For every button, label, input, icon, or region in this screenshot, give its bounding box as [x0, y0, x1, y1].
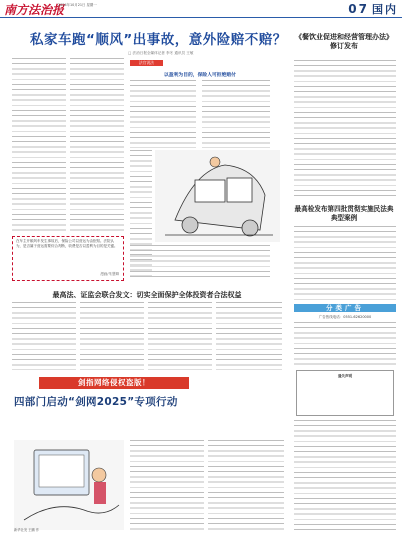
bottom-kicker: 剑指网络侵权盗版！	[39, 377, 189, 389]
classified-ad-banner: 分类广告	[294, 304, 396, 312]
page-tag	[348, 1, 398, 17]
bottom-headline-block	[14, 377, 284, 423]
ad-body	[294, 322, 396, 366]
mid-body-col-1	[12, 302, 76, 370]
bottom-caption: 新华社发 王鹏 作	[14, 528, 40, 532]
lead-deck: 以盈利为目的，保险人可拒绝赔付	[164, 73, 236, 78]
ad-phone: 广告热线电话：0551-62620000	[318, 315, 372, 319]
sidebar-headline-1: 《餐饮业促进和经营管理办法》修订发布	[295, 32, 393, 50]
section-name: 国内	[372, 3, 398, 16]
sidebar-body-1	[294, 60, 396, 200]
quote-text: 在车主开顺风车发生事故后，保险公司以营运为由拒赔。法院认为，是否属于营运需要综合判断，收费是否以盈利为目的是关键。	[16, 239, 118, 248]
lead-body-col-4	[202, 80, 270, 148]
ad-body-2	[294, 420, 396, 532]
lead-headline: 私家车跑“顺风”出事故，意外险赔不赔？	[30, 32, 287, 48]
mid-body-col-3	[148, 302, 212, 370]
masthead	[0, 0, 402, 18]
lead-body-col-3	[130, 80, 196, 148]
quote-credit: 漫画/朱慧卿	[100, 272, 119, 276]
bottom-body-col-2	[208, 440, 284, 532]
notice-box	[296, 370, 394, 416]
bottom-illustration	[14, 440, 124, 530]
page-number: 07	[348, 2, 369, 16]
lead-body-col-6	[130, 245, 270, 280]
lead-body-col-1	[12, 58, 66, 233]
sidebar-body-2	[294, 226, 396, 300]
cartoon-illustration	[155, 150, 280, 242]
lead-body-col-2	[70, 58, 124, 233]
newspaper-logo: 南方法治报	[4, 3, 65, 17]
sidebar-headline-2: 最高检发布第四批贯彻实施民法典典型案例	[294, 205, 394, 222]
lead-tag: 法官说法	[130, 60, 163, 66]
issue-info: 2024年10月21日 星期一	[58, 3, 97, 7]
bottom-body-col-1	[130, 440, 204, 532]
bottom-headline: 四部门启动“剑网2025”专项行动	[14, 396, 178, 408]
mid-headline: 最高法、证监会联合发文：切实全面保护全体投资者合法权益	[52, 290, 242, 299]
lead-byline: □ 法治日报全媒体记者 李冬 通讯员 王敏	[128, 51, 194, 55]
mid-body-col-2	[80, 302, 144, 370]
quote-box	[12, 236, 124, 281]
notice-title: 遗失声明	[337, 374, 353, 378]
mid-body-col-4	[216, 302, 282, 370]
